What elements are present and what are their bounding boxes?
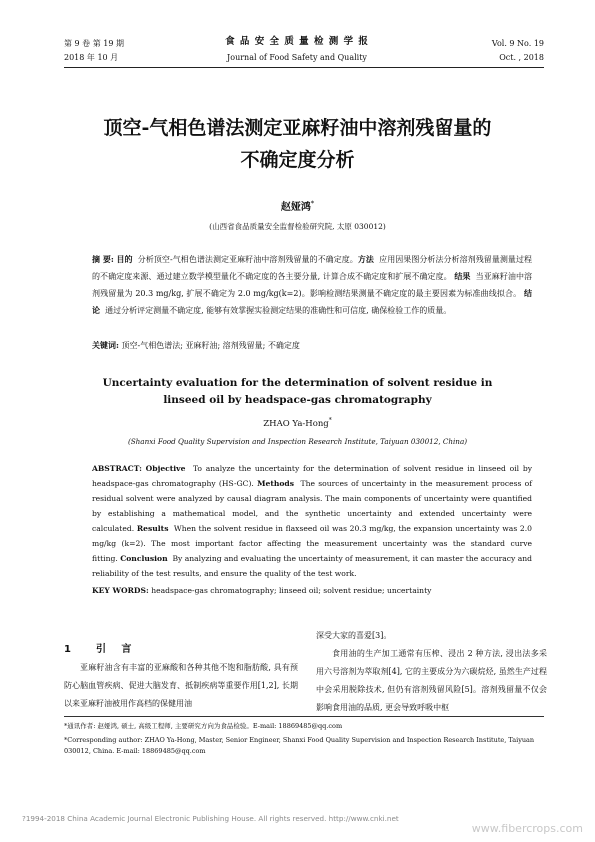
affiliation-en: (Shanxi Food Quality Supervision and Inspection Research Institute, Taiyuan 030012, China) (127, 437, 468, 446)
journal-name-cn: 食 品 安 全 质 量 检 测 学 报 (225, 36, 369, 47)
title-cn-line2: 不确定度分析 (240, 149, 355, 171)
keywords-en: KEY WORDS: headspace-gas chromatography; linseed oil; solvent residue; uncertainty (92, 586, 432, 595)
volume-issue-en: Vol. 9 No. 19 (491, 39, 544, 48)
footnote-cn: *通讯作者: 赵娅鸿, 硕士, 高级工程师, 主要研究方向为食品检验。E-mail: 18869485@qq.com (64, 722, 343, 730)
intro-paragraph-right-1: 深受大家的喜爱[3]。 (316, 631, 392, 640)
title-cn-line1: 顶空-气相色谱法测定亚麻籽油中溶剂残留量的 (103, 117, 492, 139)
keywords-cn: 关键词: 顶空-气相色谱法; 亚麻籽油; 溶剂残留量; 不确定度 (92, 340, 300, 350)
affiliation-cn: (山西省食品质量安全监督检验研究院, 太原 030012) (209, 222, 386, 231)
author-cn: 赵娅鸿* (280, 200, 315, 213)
footnote-en: *Corresponding author: ZHAO Ya-Hong, Master, Senior Engineer, Shanxi Food Quality Supervision and Inspection Research Institute, Taiyuan 030012, China. E-mail: 18869485@qq.com (64, 736, 535, 755)
date-en: Oct. , 2018 (499, 53, 544, 62)
section-heading: 1 引 言 (64, 644, 138, 655)
title-en-line2: linseed oil by headspace-gas chromatography (163, 394, 432, 406)
header-rule (64, 67, 544, 68)
title-en-line1: Uncertainty evaluation for the determination of solvent residue in (102, 377, 493, 389)
intro-paragraph-right-2: 食用油的生产加工通常有压榨、浸出 2 种方法, 浸出法多采用六号溶剂为萃取剂[4], 它的主要成分为六碳烷烃, 虽然生产过程中会采用脱除技术, 但仍有溶剂残留风险[5]。溶剂残留量不仅会影响食用油的品质, 更会导致呼吸中枢 (316, 649, 547, 712)
author-en: ZHAO Ya-Hong* (263, 417, 332, 429)
intro-paragraph-left: 亚麻籽油含有丰富的亚麻酸和各种其他不饱和脂肪酸, 具有预防心脑血管疾病、促进大脑发育、抵制疾病等重要作用[1,2], 长期以来亚麻籽油被用作高档的保健用油 (64, 663, 298, 708)
abstract-cn: 摘 要: 目的 分析顶空-气相色谱法测定亚麻籽油中溶剂残留量的不确定度。方法 应用因果图分析法分析溶剂残留量测量过程的不确定度来源、通过建立数学模型量化不确定度的各主要分量, 计算合成不确定度和扩展不确定度。 结果 当亚麻籽油中溶剂残留量为 20.3 mg/kg, 扩展不确定为 2.0 mg/kg(k=2)。影响检测结果测量不确定度的最主要因素为标准曲线拟合。 结论 通过分析评定测量不确定度, 能够有效掌握实验测定结果的准确性和可信度, 确保检验工作的质量。 (92, 254, 533, 315)
abstract-en: ABSTRACT: Objective To analyze the uncertainty for the determination of solvent residue in linseed oil by headspace-gas chromatography (HS-GC). Methods The sources of uncertainty in the measurement process of residual solvent were analyzed by causal diagram analysis. The main components of uncertainty were quantified by establishing a mathematical model, and the synthetic uncertainty and extended uncertainty were calculated. Results When the solvent residue in flaxseed oil was 20.3 mg/kg, the expansion uncertainty was 2.0 mg/kg (k=2). The most important factor affecting the measurement uncertainty was the standard curve fitting. Conclusion By analyzing and evaluating the uncertainty of measurement, it can master the accuracy and reliability of the test results, and ensure the quality of the test work. (92, 464, 533, 578)
copyright-watermark: ?1994-2018 China Academic Journal Electronic Publishing House. All rights reserved. http://www.cnki.net (22, 814, 399, 823)
footnote-rule (64, 716, 544, 717)
site-watermark: www.fibercrops.com (471, 822, 583, 835)
journal-name-en: Journal of Food Safety and Quality (227, 53, 367, 62)
volume-issue-cn: 第 9 卷 第 19 期 (64, 39, 124, 48)
date-cn: 2018 年 10 月 (64, 53, 119, 62)
